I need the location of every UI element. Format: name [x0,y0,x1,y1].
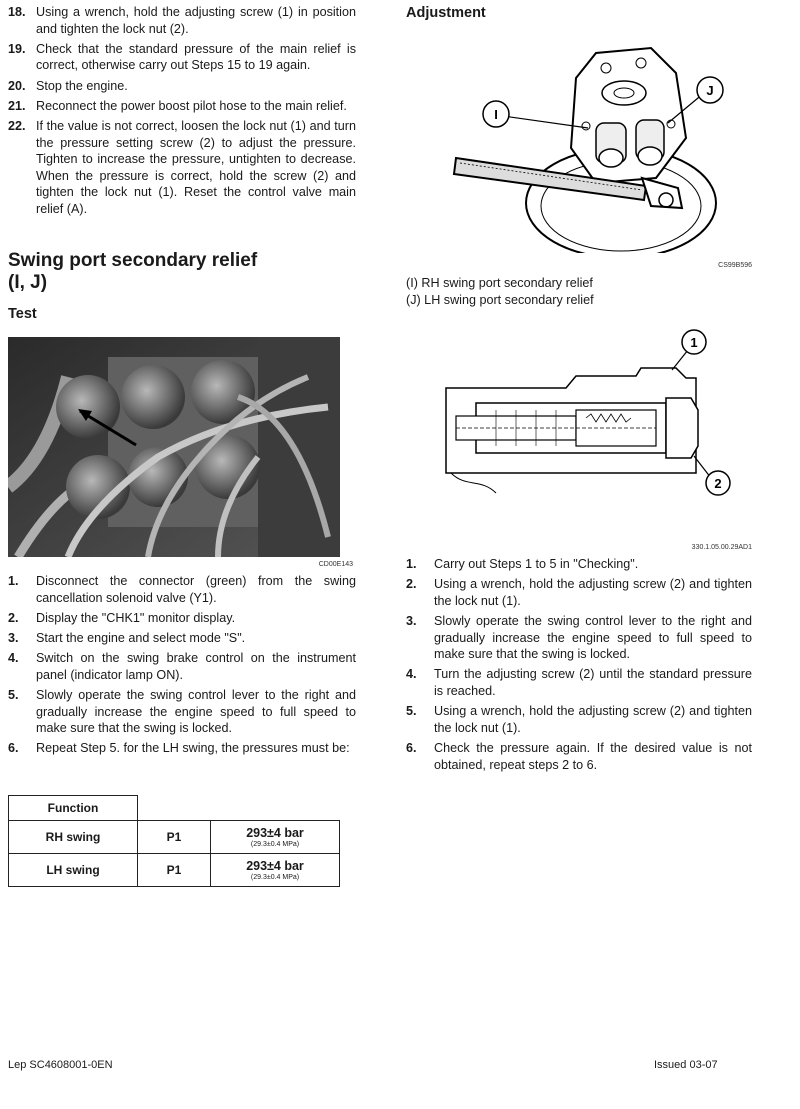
step-item: 19. Check that the standard pressure of the main relief is correct, otherwise carry out Steps 15 to 19 again. [8,41,356,73]
step-item: 20. Stop the engine. [8,78,128,93]
step-item: 5. Using a wrench, hold the adjusting screw (2) and tighten the lock nut (1). [406,704,752,735]
blank-header-cell [138,796,340,821]
continued-steps-list [8,4,356,218]
step-item: 1. Disconnect the connector (green) from the swing cancellation solenoid valve (Y1). [8,574,356,605]
swing-motor-figure [446,28,746,253]
function-cell: LH swing [9,854,138,887]
function-cell: RH swing [9,821,138,854]
relief-legend [406,275,594,309]
legend-item: (I) RH swing port secondary relief [406,276,593,290]
step-item: 22. If the value is not correct, loosen the lock nut (1) and turn the pressure setting screw (2) to adjust the pressure. Tighten to increase the pressure, untighten to decrease. When the pressure is correct, hold the screw (2) and tighten the lock nut (1). Reset the control valve main relief (A). [8,118,356,216]
function-header: Function [9,796,138,821]
callout-2-label: 2 [714,476,722,491]
step-item: 21. Reconnect the power boost pilot hose to the main relief. [8,98,347,113]
legend-item: (J) LH swing port secondary relief [406,293,594,307]
callout-i-label: I [494,107,498,122]
value-cell: 293±4 bar (29.3±0.4 MPa) [211,821,340,854]
adjustment-steps-list [406,556,752,777]
test-heading: Test [8,306,37,322]
step-item: 3. Start the engine and select mode "S". [8,630,246,645]
relief-valve-section-figure [436,328,736,503]
footer-doc-id: Lep SC4608001-0EN [8,1059,113,1071]
table-row [9,854,340,887]
value-cell: 293±4 bar (29.3±0.4 MPa) [211,854,340,887]
step-item: 6. Repeat Step 5. for the LH swing, the pressures must be: [8,741,350,756]
callout-1-label: 1 [690,335,698,350]
step-item: 4. Turn the adjusting screw (2) until the standard pressure is reached. [406,667,752,698]
section-title: Swing port secondary relief (I, J) [8,250,258,293]
photo-caption: CD00E143 [318,561,353,568]
test-steps-list [8,573,356,761]
step-item: 18. Using a wrench, hold the adjusting screw (1) in position and tighten the lock nut (2). [8,5,356,36]
figure1-caption: CS99B596 [718,262,752,269]
footer-issued: Issued 03-07 [654,1059,718,1071]
figure2-caption: 330.1.05.00.29AD1 [691,544,752,551]
step-item: 6. Check the pressure again. If the desired value is not obtained, repeat steps 2 to 6. [406,740,752,772]
callout-j-label: J [706,83,714,98]
step-item: 2. Display the "CHK1" monitor display. [8,610,236,625]
port-cell: P1 [138,854,211,887]
valve-photo [8,337,340,557]
left-column [8,0,356,881]
step-item: 1. Carry out Steps 1 to 5 in "Checking". [406,557,639,571]
step-item: 5. Slowly operate the swing control lever to the right and gradually increase the engine speed to full speed to make sure that the swing is locked. [8,687,356,736]
adjustment-heading: Adjustment [406,5,486,21]
step-item: 3. Slowly operate the swing control lever to the right and gradually increase the engine speed to full speed to make sure that the swing is locked. [406,613,752,662]
table-row [9,821,340,854]
port-cell: P1 [138,821,211,854]
pressure-table [8,795,340,887]
hydraulic-valve-photo-image [8,337,340,557]
step-item: 4. Switch on the swing brake control on the instrument panel (indicator lamp ON). [8,651,356,682]
step-item: 2. Using a wrench, hold the adjusting screw (2) and tighten the lock nut (1). [406,577,752,608]
table-header-row [9,796,340,821]
